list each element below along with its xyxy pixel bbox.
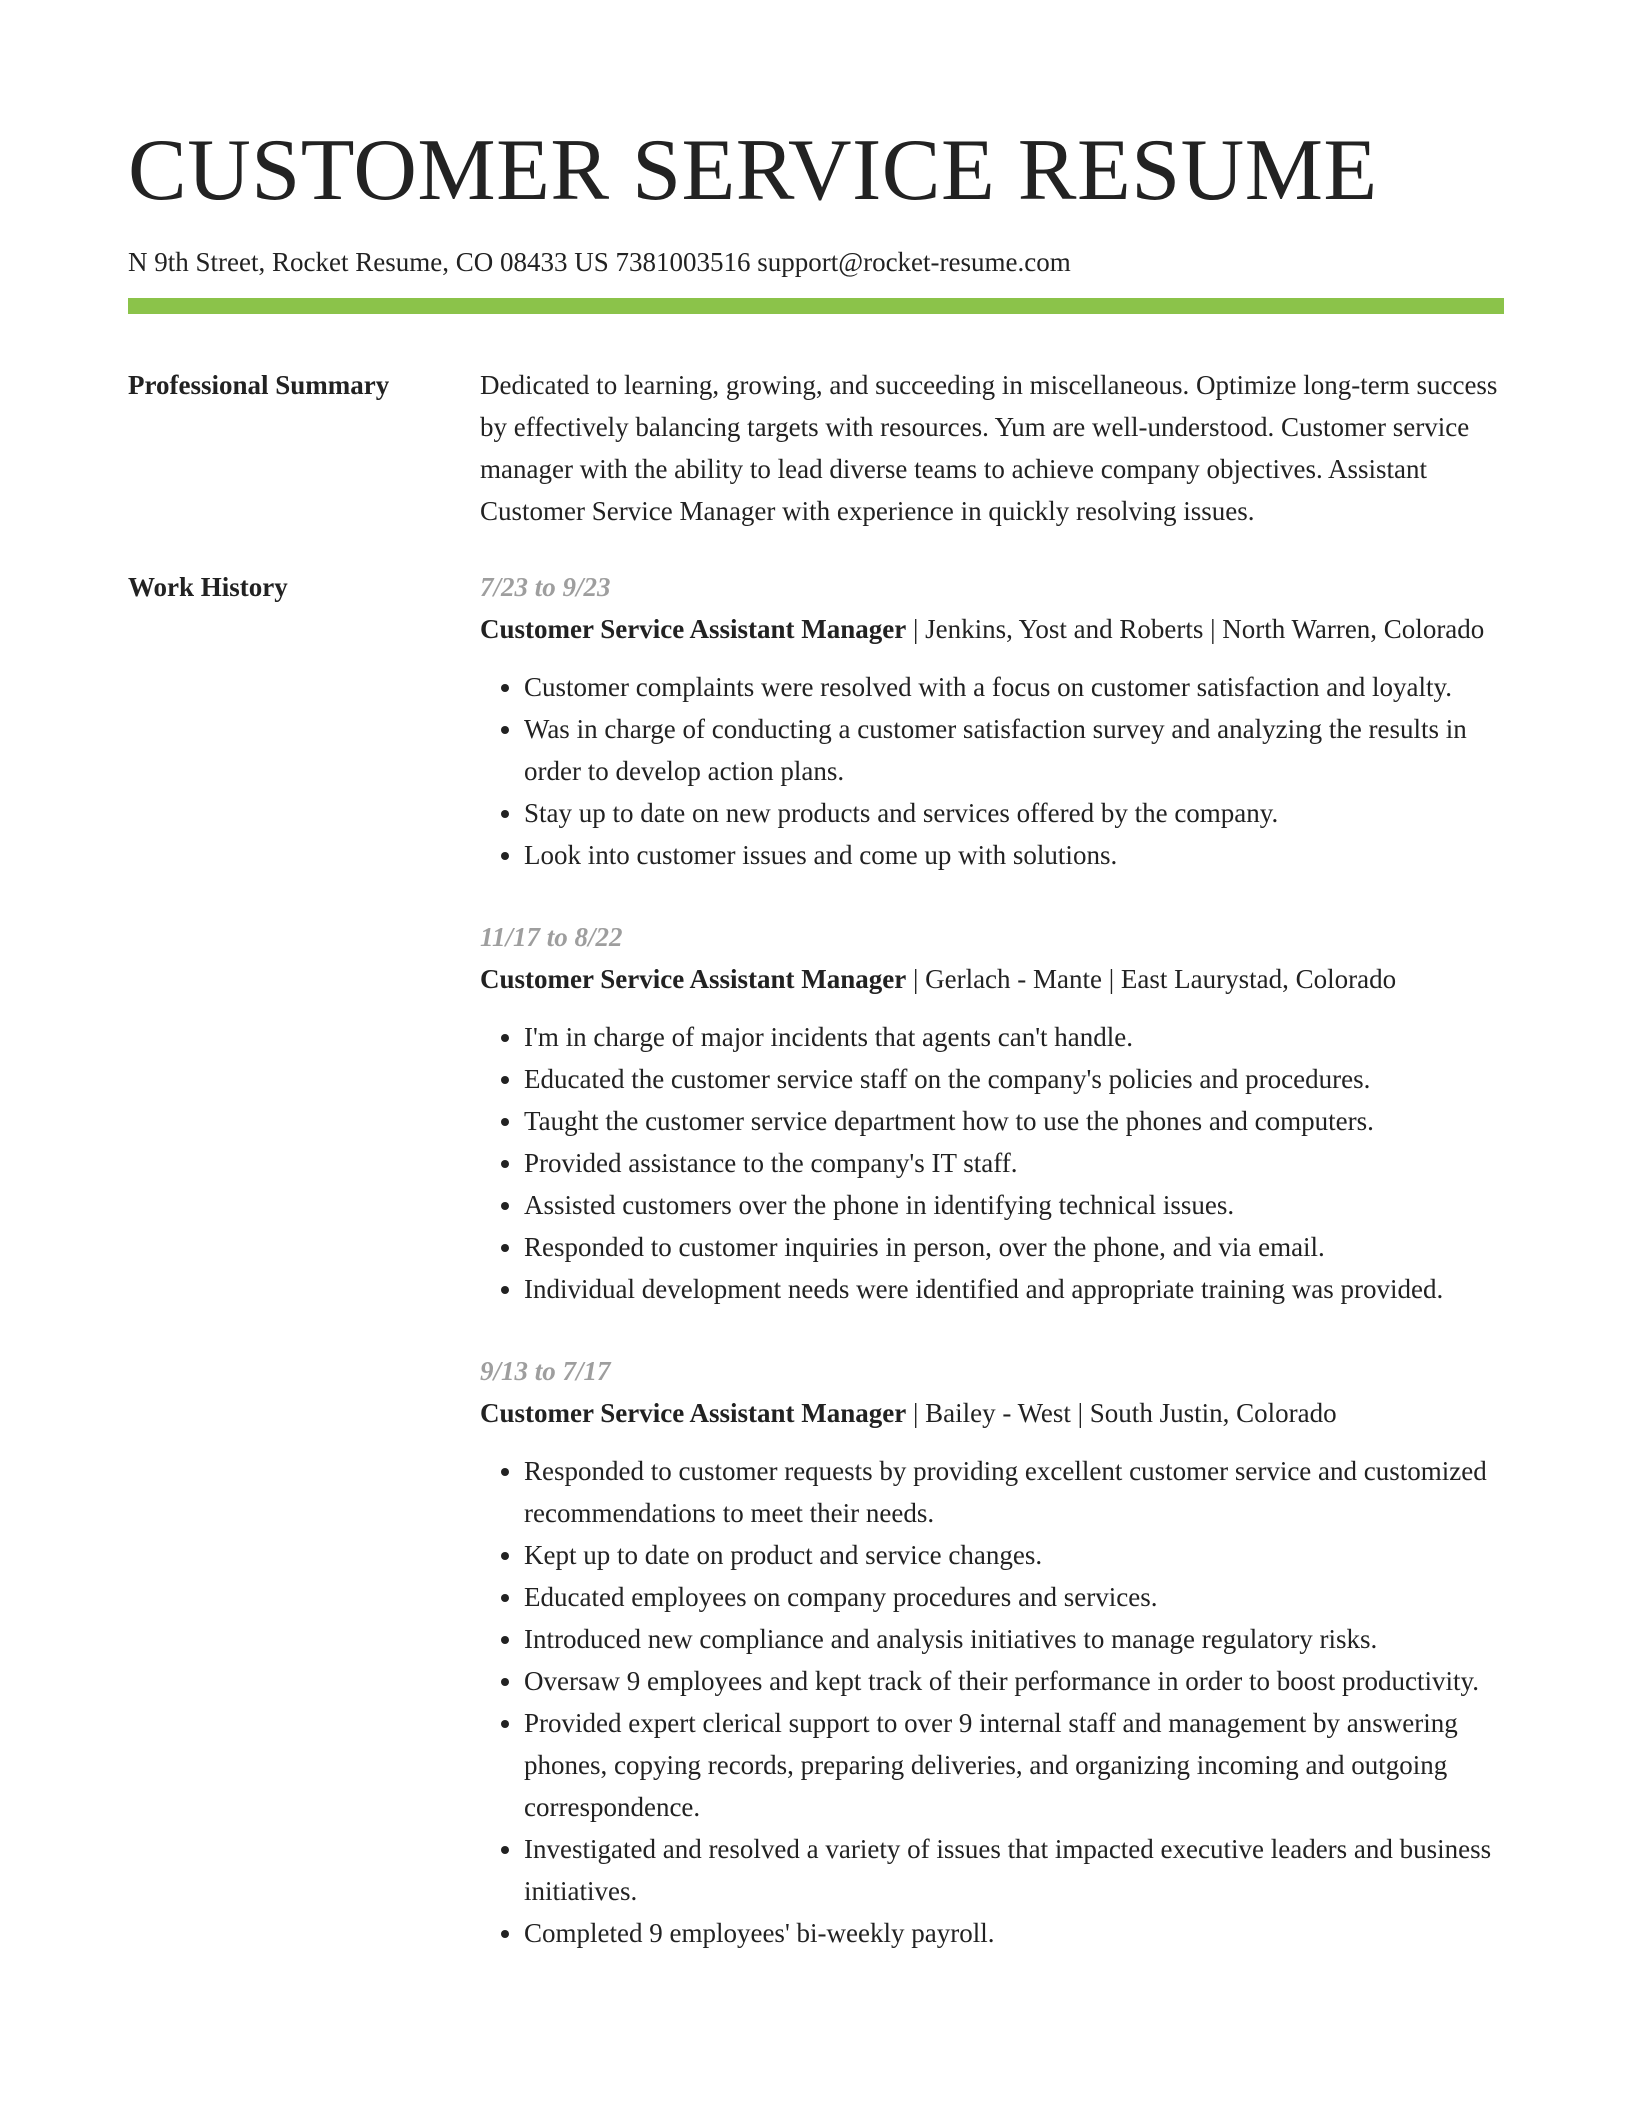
job-employer-location: | Bailey - West | South Justin, Colorado [906, 1398, 1337, 1428]
job-position-line [480, 1392, 1504, 1434]
job-bullet: • Kept up to date on product and service changes. [524, 1534, 1504, 1576]
job-dates: 7/23 to 9/23 [480, 572, 611, 602]
job-entry [480, 916, 1504, 1310]
job-bullet: • Investigated and resolved a variety of issues that impacted executive leaders and business initiatives. [524, 1828, 1504, 1912]
contact-line: N 9th Street, Rocket Resume, CO 08433 US 7381003516 support@rocket-resume.com [128, 247, 1071, 277]
job-title: Customer Service Assistant Manager [480, 614, 907, 644]
job-bullet: • Introduced new compliance and analysis initiatives to manage regulatory risks. [524, 1618, 1504, 1660]
job-bullet: • Provided assistance to the company's IT staff. [524, 1142, 1504, 1184]
professional-summary-section [128, 364, 1504, 532]
job-entry [480, 1350, 1504, 1954]
summary-text: Dedicated to learning, growing, and succeeding in miscellaneous. Optimize long-term success by effectively balancing targets with resources. Yum are well-understood. Customer service manager with the ability to lead diverse teams to achieve company objectives. Assistant Customer Service Manager with experience in quickly resolving issues. [480, 370, 1498, 526]
section-heading-work: Work History [128, 572, 288, 602]
job-dates: 9/13 to 7/17 [480, 1356, 611, 1386]
job-bullet: • Educated employees on company procedures and services. [524, 1576, 1504, 1618]
work-history-section [128, 566, 1504, 1954]
job-bullet: • Look into customer issues and come up with solutions. [524, 834, 1504, 876]
job-bullet-list [480, 1016, 1504, 1310]
job-title: Customer Service Assistant Manager [480, 964, 907, 994]
job-bullet: • Completed 9 employees' bi-weekly payroll. [524, 1912, 1504, 1954]
job-title: Customer Service Assistant Manager [480, 1398, 907, 1428]
job-bullet: • Responded to customer requests by providing excellent customer service and customized recommendations to meet their needs. [524, 1450, 1504, 1534]
job-bullet: • Was in charge of conducting a customer satisfaction survey and analyzing the results in order to develop action plans. [524, 708, 1504, 792]
job-position-line [480, 958, 1504, 1000]
job-employer-location: | Jenkins, Yost and Roberts | North Warren, Colorado [906, 614, 1485, 644]
resume-title: CUSTOMER SERVICE RESUME [128, 122, 1378, 219]
job-bullet: • Assisted customers over the phone in identifying technical issues. [524, 1184, 1504, 1226]
resume-page [128, 0, 1504, 1954]
job-bullet: • Responded to customer inquiries in person, over the phone, and via email. [524, 1226, 1504, 1268]
job-bullet: • Educated the customer service staff on the company's policies and procedures. [524, 1058, 1504, 1100]
job-bullet: • Taught the customer service department how to use the phones and computers. [524, 1100, 1504, 1142]
job-bullet: • Individual development needs were identified and appropriate training was provided. [524, 1268, 1504, 1310]
work-history-body [480, 566, 1504, 1954]
job-employer-location: | Gerlach - Mante | East Laurystad, Colorado [906, 964, 1397, 994]
job-bullet: • Provided expert clerical support to over 9 internal staff and management by answering phones, copying records, preparing deliveries, and organizing incoming and outgoing correspondence. [524, 1702, 1504, 1828]
job-position-line [480, 608, 1504, 650]
job-bullet: • Oversaw 9 employees and kept track of their performance in order to boost productivity. [524, 1660, 1504, 1702]
section-heading-summary: Professional Summary [128, 370, 390, 400]
header-accent-rule [128, 298, 1504, 314]
job-bullet: • I'm in charge of major incidents that agents can't handle. [524, 1016, 1504, 1058]
job-bullet: • Stay up to date on new products and services offered by the company. [524, 792, 1504, 834]
job-bullet: • Customer complaints were resolved with a focus on customer satisfaction and loyalty. [524, 666, 1504, 708]
job-bullet-list [480, 1450, 1504, 1954]
job-dates: 11/17 to 8/22 [480, 922, 623, 952]
job-entry [480, 566, 1504, 876]
job-bullet-list [480, 666, 1504, 876]
summary-body [480, 364, 1504, 532]
